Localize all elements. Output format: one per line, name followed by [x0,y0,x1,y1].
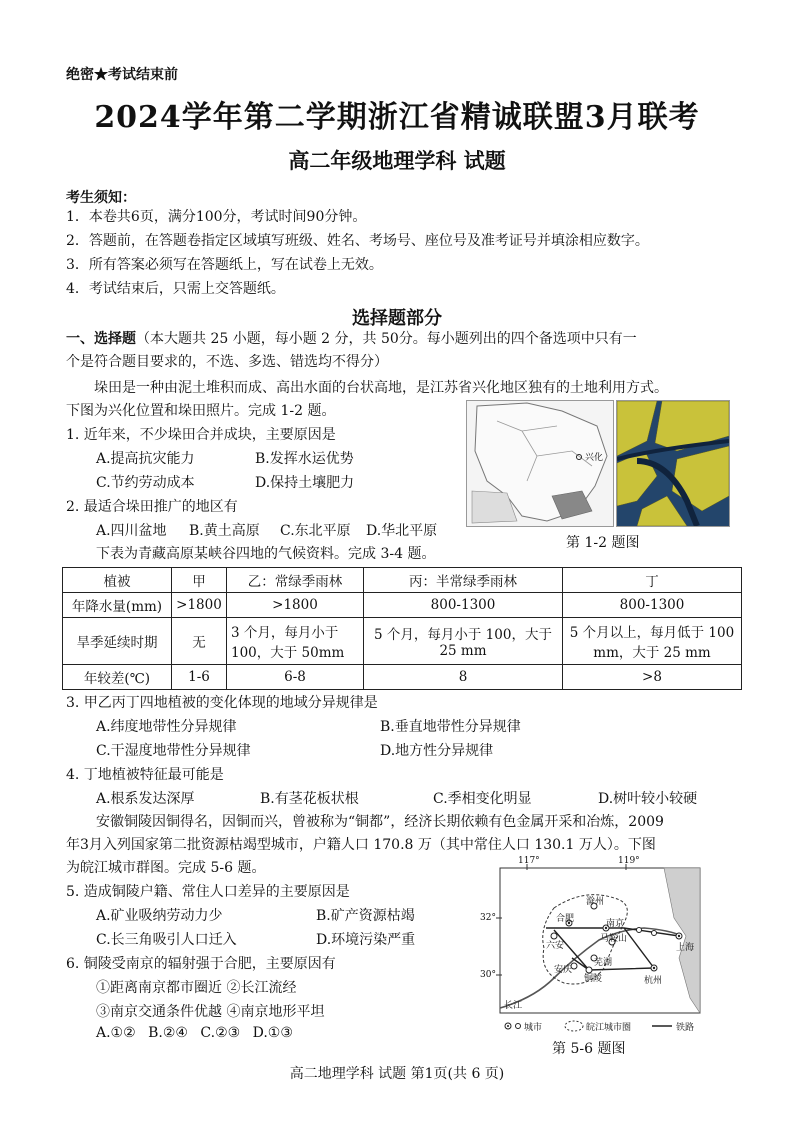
q2-option-a: A.四川盆地 [96,523,167,539]
q5-option-b: B.矿产资源枯竭 [316,908,415,924]
city-label: 上海 [676,943,695,953]
city-label: 南京 [606,919,625,929]
q2-option-d: D.华北平原 [366,523,438,539]
city-label: 芜湖 [594,958,613,968]
question-6-stem: 6. 铜陵受南京的辐射强于合肥，主要原因有 [66,956,336,972]
q3-option-a: A.纬度地带性分异规律 [96,719,237,735]
notice-item: 3．所有答案必须写在答题纸上，写在试卷上无效。 [66,257,383,273]
q3-option-b: B.垂直地带性分异规律 [380,719,521,735]
passage2: 下表为青藏高原某峡谷四地的气候资料。完成 3-4 题。 [96,546,436,562]
table-row [63,618,742,665]
city-label: 杭州 [644,976,663,986]
xinghua-location-map [466,400,614,527]
confidential-mark: 绝密★考试结束前 [66,67,178,83]
xinghua-map-label: 兴化 [585,453,604,463]
river-label: 长江 [504,1001,523,1011]
longitude-label: 119° [618,856,640,866]
page-footer: 高二地理学科 试题 第1页(共 6 页) [289,1066,505,1082]
section-intro-text: （本大题共 25 小题，每小题 2 分，共 50分。每小题列出的四个备选项中只有一 [136,331,637,347]
notice-item: 4．考试结束后，只需上交答题纸。 [66,281,285,297]
section-intro [66,328,637,350]
latitude-label: 30° [480,970,496,980]
table-cell: >8 [563,665,742,690]
q6-options: A.①② B.②④ C.②③ D.①③ [96,1025,293,1041]
table-row [63,593,742,618]
q4-option-a: A.根系发达深厚 [96,791,195,807]
question-3-stem: 3. 甲乙丙丁四地植被的变化体现的地域分异规律是 [66,695,378,711]
exam-title: 2024学年第二学期浙江省精诚联盟3月联考 [94,100,700,135]
legend-city-cluster: 皖江城市圈 [586,1023,632,1033]
passage1-line1: 垛田是一种由泥土堆积而成、高出水面的台状高地，是江苏省兴化地区独有的土地利用方式。 [94,380,668,396]
table-cell: 3 个月，每月小于 100，大于 50mm [227,618,364,665]
notice-item: 2．答题前，在答题卷指定区域填写班级、姓名、考场号、座位号及准考证号并填涂相应数字。 [66,233,649,249]
table-cell: 年较差(℃) [63,665,172,690]
section-intro-bold: 一、选择题 [66,331,136,347]
table-cell: 6-8 [227,665,364,690]
q1-option-a: A.提高抗灾能力 [96,451,195,467]
legend-railway: 铁路 [676,1023,695,1033]
city-label: 安庆 [554,965,573,975]
table-cell: 年降水量(mm) [63,593,172,618]
table-cell: 1-6 [172,665,227,690]
table-row [63,665,742,690]
section-heading: 选择题部分 [352,308,442,329]
table-cell: >1800 [227,593,364,618]
figure-5-6-caption: 第 5-6 题图 [552,1041,626,1057]
notice-item: 1．本卷共6页，满分100分，考试时间90分钟。 [66,209,367,225]
table-header-row [63,568,742,593]
city-label: 六安 [546,941,565,951]
section-intro-2: 个是符合题目要求的，不选、多选、错选均不得分） [66,354,388,370]
table-header-cell: 乙：常绿季雨林 [227,568,364,593]
duotian-photo [616,400,730,527]
table-header-cell: 甲 [172,568,227,593]
table-cell: 5 个月以上，每月低于 100 mm，大于 25 mm [563,618,742,665]
q5-option-a: A.矿业吸纳劳动力少 [96,908,223,924]
q5-option-d: D.环境污染严重 [316,932,416,948]
q1-option-b: B.发挥水运优势 [255,451,354,467]
wanjiang-city-map [480,856,730,1038]
climate-table [62,567,742,690]
exam-subtitle: 高二年级地理学科 试题 [288,148,506,173]
city-label: 马鞍山 [600,934,628,944]
question-5-stem: 5. 造成铜陵户籍、常住人口差异的主要原因是 [66,884,350,900]
xinghua-map-svg [467,401,613,526]
city-label: 滁州 [586,897,605,907]
legend-city: 城市 [524,1023,543,1033]
question-1-stem: 1. 近年来，不少垛田合并成块，主要原因是 [66,427,336,443]
passage1-line2: 下图为兴化位置和垛田照片。完成 1-2 题。 [66,403,336,419]
question-2-stem: 2. 最适合垛田推广的地区有 [66,499,238,515]
q4-option-d: D.树叶较小较硬 [598,791,698,807]
city-label: 合肥 [556,914,575,924]
table-header-cell: 丙：半常绿季雨林 [364,568,563,593]
passage3-line1: 安徽铜陵因铜得名，因铜而兴，曾被称为“铜都”，经济长期依赖有色金属开采和冶炼，2009 [96,814,664,830]
q3-option-c: C.干湿度地带性分异规律 [96,743,251,759]
q1-option-d: D.保持土壤肥力 [255,475,355,491]
table-cell: 8 [364,665,563,690]
table-cell: >1800 [172,593,227,618]
notice-heading: 考生须知： [66,190,136,206]
q4-option-c: C.季相变化明显 [433,791,532,807]
table-cell: 无 [172,618,227,665]
figure-1-2-caption: 第 1-2 题图 [566,535,640,551]
table-header-cell: 植被 [63,568,172,593]
table-header-cell: 丁 [563,568,742,593]
table-cell: 800-1300 [563,593,742,618]
table-cell: 800-1300 [364,593,563,618]
q2-option-c: C.东北平原 [280,523,351,539]
q3-option-d: D.地方性分异规律 [380,743,494,759]
q2-option-b: B.黄土高原 [189,523,260,539]
q5-option-c: C.长三角吸引人口迁入 [96,932,237,948]
passage3-line2: 年3月入列国家第二批资源枯竭型城市，户籍人口 170.8 万（其中常住人口 130.1 万人）。下图 [66,837,656,853]
latitude-label: 32° [480,913,496,923]
duotian-photo-svg [617,401,729,526]
longitude-label: 117° [518,856,540,866]
q1-option-c: C.节约劳动成本 [96,475,195,491]
q6-statements-2: ③南京交通条件优越 ④南京地形平坦 [96,1004,325,1020]
table-cell: 5 个月，每月小于 100，大于 25 mm [364,618,563,665]
wanjiang-map-svg [494,858,730,1038]
q6-statements-1: ①距离南京都市圈近 ②长江流经 [96,980,297,996]
question-4-stem: 4. 丁地植被特征最可能是 [66,767,224,783]
passage3-line3: 为皖江城市群图。完成 5-6 题。 [66,860,266,876]
city-label: 铜陵 [584,974,603,984]
q4-option-b: B.有茎花板状根 [260,791,359,807]
table-cell: 旱季延续时期 [63,618,172,665]
